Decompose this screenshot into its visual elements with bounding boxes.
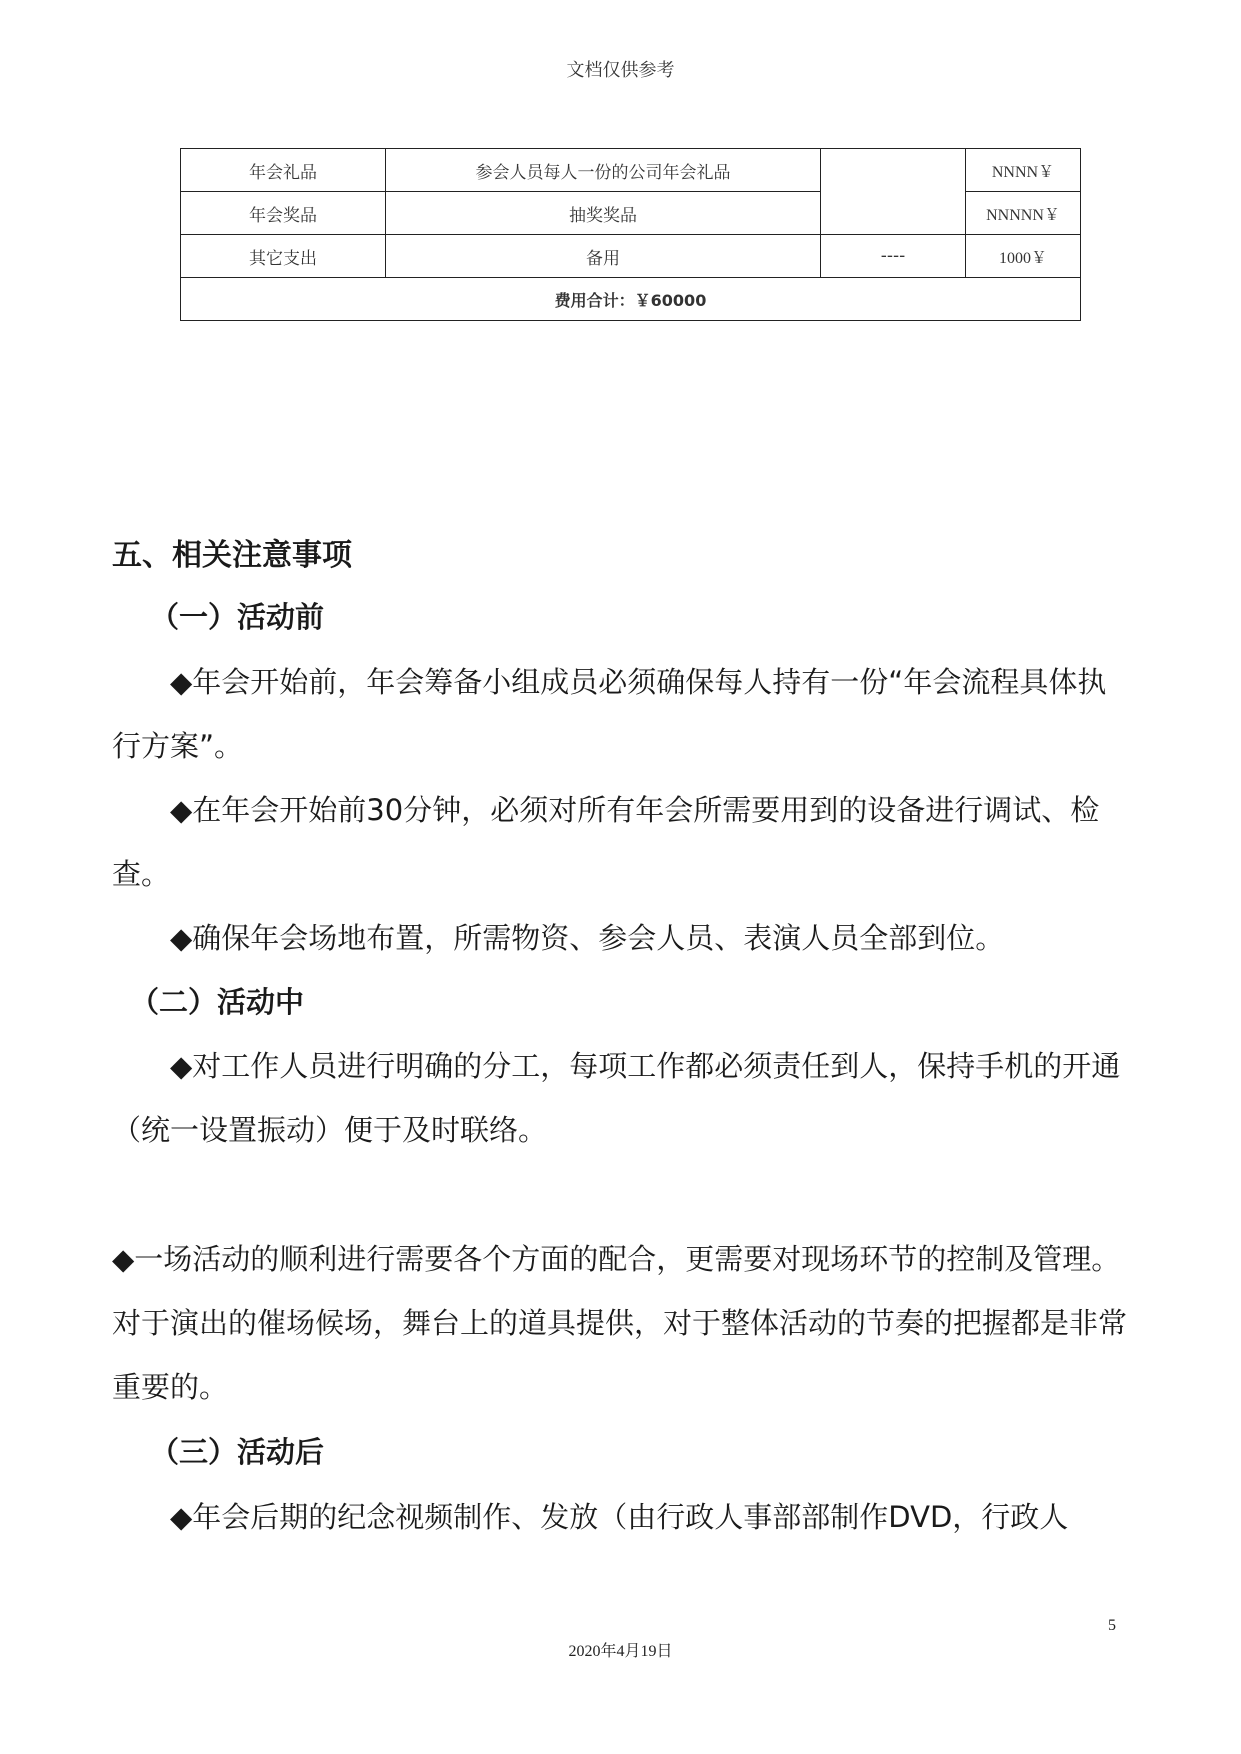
paragraph: ◆确保年会场地布置，所需物资、参会人员、表演人员全部到位。 — [170, 921, 1005, 955]
budget-table — [180, 148, 1081, 321]
table-cell-item: 其它支出 — [181, 235, 386, 278]
subheading-during: （二）活动中 — [130, 985, 305, 1019]
paragraph: ◆在年会开始前30分钟，必须对所有年会所需要用到的设备进行调试、检查。 — [112, 793, 1100, 891]
table-cell-item: 年会奖品 — [181, 192, 386, 235]
table-cell-item: 年会礼品 — [181, 149, 386, 192]
subheading-after: （三）活动后 — [150, 1435, 325, 1469]
paragraph: ◆一场活动的顺利进行需要各个方面的配合，更需要对现场环节的控制及管理。对于演出的催场候场，舞台上的道具提供，对于整体活动的节奏的把握都是非常重要的。 — [112, 1242, 1128, 1404]
paragraph: ◆对工作人员进行明确的分工，每项工作都必须责任到人，保持手机的开通（统一设置振动）便于及时联络。 — [112, 1049, 1121, 1147]
table-cell-amount: NNNNN￥ — [966, 192, 1081, 235]
page-number: 5 — [1108, 1617, 1116, 1634]
table-cell-unit — [821, 149, 966, 235]
header-note: 文档仅供参考 — [566, 60, 675, 81]
subheading-before: （一）活动前 — [150, 600, 325, 634]
table-cell-amount: 1000￥ — [966, 235, 1081, 278]
paragraph: ◆年会后期的纪念视频制作、发放（由行政人事部部制作DVD，行政人 — [170, 1500, 1069, 1534]
table-cell-unit: ---- — [821, 235, 966, 278]
table-cell-desc: 参会人员每人一份的公司年会礼品 — [386, 149, 821, 192]
table-row — [181, 235, 1081, 278]
table-cell-desc: 抽奖奖品 — [386, 192, 821, 235]
paragraph: ◆年会开始前，年会筹备小组成员必须确保每人持有一份“年会流程具体执行方案”。 — [112, 665, 1107, 763]
table-total-row — [181, 278, 1081, 321]
table-cell-desc: 备用 — [386, 235, 821, 278]
table-row — [181, 149, 1081, 192]
table-cell-amount: NNNN￥ — [966, 149, 1081, 192]
section-title: 五、相关注意事项 — [112, 538, 352, 573]
table-total: 费用合计：￥60000 — [181, 278, 1081, 321]
footer-date: 2020年4月19日 — [568, 1643, 673, 1660]
